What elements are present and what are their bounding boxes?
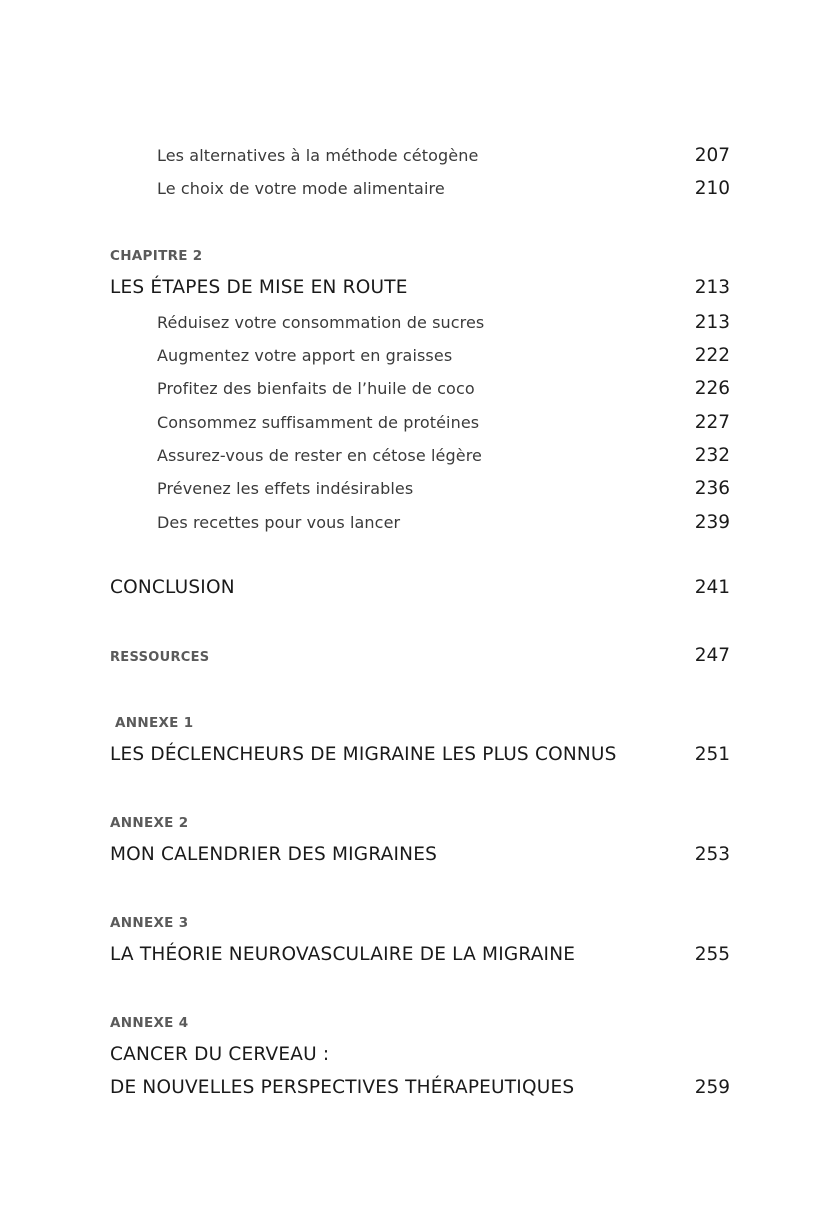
annexe-label: ANNEXE 4 [110,1015,189,1031]
ressources-page: 247 [694,645,730,666]
toc-entry-title: Des recettes pour vous lancer [157,513,401,532]
toc-entry-title: Le choix de votre mode alimentaire [157,179,445,198]
toc-entry-title: Assurez-vous de rester en cétose légère [157,446,482,465]
annexe-title: LA THÉORIE NEUROVASCULAIRE DE LA MIGRAINE [110,944,576,965]
chapter-label: CHAPITRE 2 [110,248,203,264]
toc-entry-page: 226 [694,378,730,399]
annexe-page: 251 [694,744,730,765]
annexe-heading [110,944,730,965]
toc-entry-page: 213 [694,312,730,333]
chapter-title: LES ÉTAPES DE MISE EN ROUTE [110,277,408,298]
annexe-title: LES DÉCLENCHEURS DE MIGRAINE LES PLUS CONNUS [110,744,617,765]
annexe-heading [110,744,730,765]
toc-entry-page: 239 [694,512,730,533]
conclusion-page: 241 [694,577,730,598]
toc-entry-page: 222 [694,345,730,366]
annexe-title-line1: CANCER DU CERVEAU : [110,1044,330,1065]
toc-entry-title: Les alternatives à la méthode cétogène [157,146,479,165]
conclusion-heading [110,577,730,598]
chapter-heading [110,277,730,298]
annexe-label: ANNEXE 1 [115,715,194,731]
toc-entry-page: 210 [694,178,730,199]
toc-entry [157,412,730,433]
annexe-label: ANNEXE 3 [110,915,189,931]
toc-entry-title: Réduisez votre consommation de sucres [157,313,485,332]
toc-entry [157,178,730,199]
toc-entry [157,512,730,533]
toc-entry-title: Prévenez les effets indésirables [157,479,414,498]
toc-entry-page: 227 [694,412,730,433]
ressources-heading [110,645,730,666]
toc-entry [157,478,730,499]
annexe-heading [110,1077,730,1098]
annexe-heading [110,844,730,865]
toc-entry [157,145,730,166]
annexe-title: MON CALENDRIER DES MIGRAINES [110,844,438,865]
annexe-page: 259 [694,1077,730,1098]
toc-entry-title: Profitez des bienfaits de l’huile de coco [157,379,475,398]
toc-entry-page: 236 [694,478,730,499]
toc-entry [157,312,730,333]
annexe-page: 253 [694,844,730,865]
toc-entry-title: Consommez suffisamment de protéines [157,413,480,432]
annexe-title-line2: DE NOUVELLES PERSPECTIVES THÉRAPEUTIQUES [110,1077,575,1098]
toc-entry-title: Augmentez votre apport en graisses [157,346,453,365]
ressources-title: RESSOURCES [110,650,210,665]
annexe-label: ANNEXE 2 [110,815,189,831]
toc-entry-page: 232 [694,445,730,466]
chapter-page: 213 [694,277,730,298]
toc-entry [157,345,730,366]
conclusion-title: CONCLUSION [110,577,235,598]
annexe-page: 255 [694,944,730,965]
toc-entry [157,445,730,466]
toc-entry [157,378,730,399]
toc-entry-page: 207 [694,145,730,166]
